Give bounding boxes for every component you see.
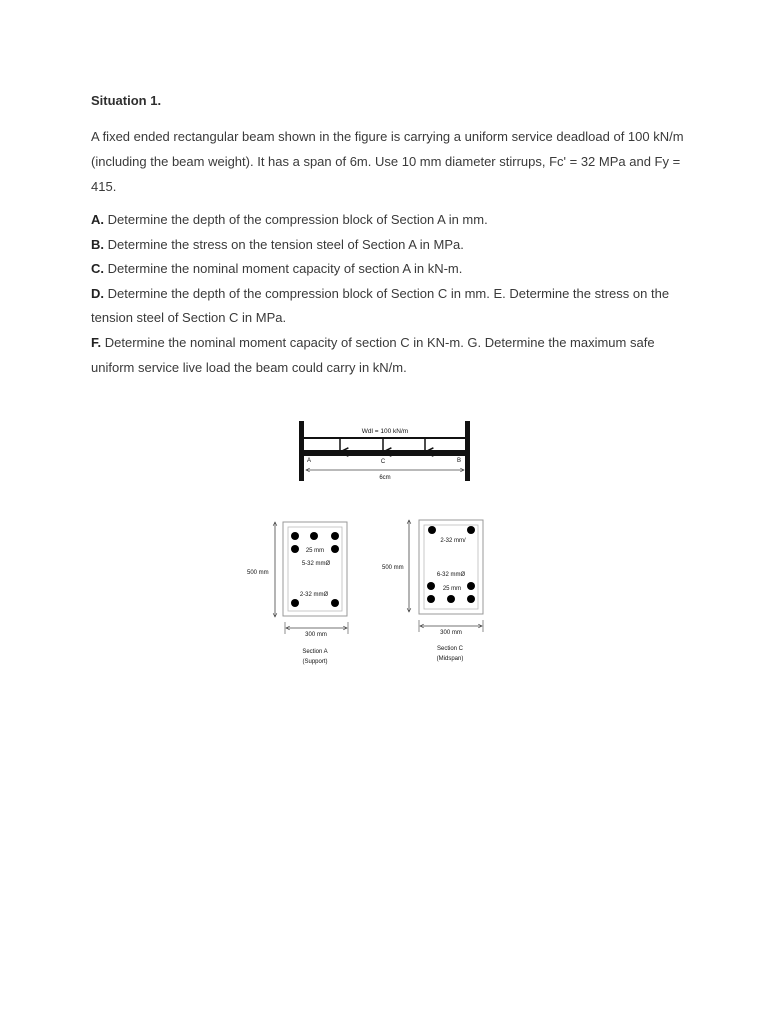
question-text: Determine the depth of the compression block of Section C in mm. E. Determine the stress on the tension steel of Section C in MPa. [91,285,670,326]
section-c-subtitle: (Midspan) [436,656,464,662]
midspan-c-label: C [380,459,386,465]
bottom-bars-label: 2-32 mmØ [299,592,329,598]
situation-heading: Situation 1. [91,93,162,108]
top-bars-label: 5-32 mmØ [301,561,331,567]
span-label: 6cm [379,475,391,481]
rebar [291,545,299,553]
rebar [447,595,455,603]
top-bars-label: 2-32 mm/ [440,538,466,544]
question-text: Determine the depth of the compression block of Section A in mm. [104,212,488,227]
rebar [428,526,436,534]
right-fixed-support [465,421,470,481]
question-label: A. [91,212,104,227]
question-text: Determine the nominal moment capacity of section A in kN-m. [104,261,463,277]
support-b-label: B [456,458,461,464]
section-a-subtitle: (Support) [302,659,328,665]
rebar [467,582,475,590]
cover-label: 25 mm [442,586,462,592]
question-text: Determine the nominal moment capacity of section C in KN-m. G. Determine the maximum safe uniform service live load the beam could carry in kN/m. [91,334,655,375]
rebar [291,532,299,540]
rebar [291,599,299,607]
section-c-height-label: 500 mm [382,565,404,571]
bottom-bars-label: 6-32 mmØ [436,572,466,578]
problem-statement: A fixed ended rectangular beam shown in the figure is carrying a uniform service deadload of 100 kN/m (including the beam weight). It has a span of 6m. Use 10 mm diameter stirrups, Fc' = 32 MPa and Fy = 415. [91,129,684,194]
load-label: Wdl = 100 kN/m [361,428,409,435]
rebar [331,532,339,540]
rebar [331,599,339,607]
rebar [467,595,475,603]
section-c-width-label: 300 mm [440,630,462,636]
left-fixed-support [299,421,304,481]
rebar [467,526,475,534]
section-a-diagram [247,522,348,665]
section-a-width-label: 300 mm [305,632,327,638]
rebar [310,532,318,540]
question-text: Determine the stress on the tension steel of Section A in MPa. [104,236,464,252]
rebar [331,545,339,553]
fixed-beam-diagram [299,421,470,481]
support-a-label: A [307,458,312,464]
cover-label: 25 mm [305,548,325,554]
section-c-title: Section C [436,646,464,652]
rebar [427,595,435,603]
section-a-height-label: 500 mm [247,570,269,576]
section-a-title: Section A [302,649,328,655]
rebar [427,582,435,590]
question-label: C. [91,261,104,277]
question-label: D. [91,285,104,301]
question-label: B. [91,236,104,252]
section-c-diagram [382,520,483,662]
question-label: F. [91,334,102,350]
beam-member [304,450,465,456]
